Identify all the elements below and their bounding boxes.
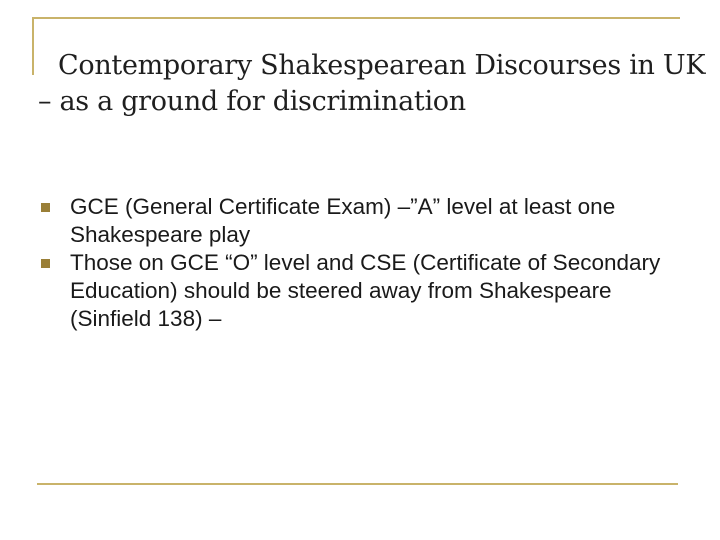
square-bullet-icon	[41, 203, 50, 212]
left-rule	[32, 17, 34, 75]
title-line-1: Contemporary Shakespearean Discourses in UK	[58, 50, 706, 81]
slide-title	[38, 48, 718, 120]
bottom-rule	[37, 483, 678, 485]
bullet-item	[38, 193, 698, 249]
bullet-text: Those on GCE “O” level and CSE (Certificate of Secondary Education) should be steered away from Shakespeare (Sinfield 138) –	[70, 250, 661, 331]
title-line-2: – as a ground for discrimination	[38, 86, 466, 117]
bullet-item	[38, 249, 698, 333]
square-bullet-icon	[41, 259, 50, 268]
bullet-list	[38, 193, 698, 333]
top-rule	[32, 17, 680, 19]
bullet-text: GCE (General Certificate Exam) –”A” level at least one Shakespeare play	[70, 194, 616, 247]
